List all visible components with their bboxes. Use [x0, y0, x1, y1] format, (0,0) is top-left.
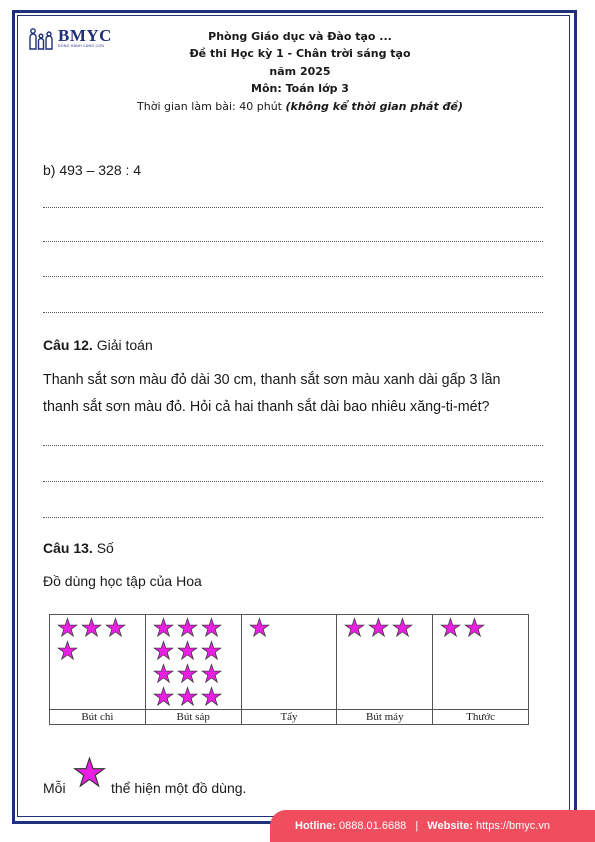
- header-year: năm 2025: [269, 64, 331, 78]
- footer-website-link[interactable]: https://bmyc.vn: [472, 820, 550, 832]
- header-time: [130, 98, 470, 115]
- star-group: [242, 615, 325, 640]
- star-icon: [153, 617, 174, 638]
- question-12-text-line2: thanh sắt sơn màu đỏ. Hỏi cả hai thanh sắt dài bao nhiêu xăng-ti-mét?: [43, 399, 490, 415]
- brand-name: BMYC: [58, 26, 112, 45]
- star-icon: [81, 617, 102, 638]
- header-subject: Môn: Toán lớp 3: [251, 82, 349, 96]
- family-icon: [28, 27, 56, 51]
- pictograph-item-label: Bút máy: [337, 710, 433, 725]
- star-icon: [57, 640, 78, 661]
- question-13-title: Câu 13. Số: [43, 540, 114, 556]
- footer-separator: |: [415, 820, 419, 832]
- star-icon: [73, 756, 106, 789]
- star-group: [146, 615, 229, 709]
- answer-line: [43, 240, 543, 242]
- star-group: [50, 615, 133, 663]
- star-icon: [249, 617, 270, 638]
- header-time-label: Thời gian làm bài: 40 phút: [137, 99, 286, 113]
- star-icon: [177, 617, 198, 638]
- question-13-label: Câu 13.: [43, 540, 93, 556]
- answer-line: [43, 206, 543, 208]
- star-icon: [177, 640, 198, 661]
- pictograph-item-label: Tẩy: [241, 710, 337, 725]
- star-icon: [177, 663, 198, 684]
- star-icon: [344, 617, 365, 638]
- answer-line: [43, 444, 543, 446]
- footer-contact-bar: [270, 810, 595, 842]
- star-icon: [440, 617, 461, 638]
- pictograph-star-cell: [433, 615, 529, 710]
- pictograph-star-cell: [50, 615, 146, 710]
- pictograph-item-label: Bút chì: [50, 710, 146, 725]
- legend-text-after: thể hiện một đồ dùng.: [111, 780, 247, 796]
- star-icon: [201, 640, 222, 661]
- exam-header: [130, 28, 470, 115]
- star-icon: [392, 617, 413, 638]
- star-icon: [153, 686, 174, 707]
- question-12-text-line1: Thanh sắt sơn màu đỏ dài 30 cm, thanh sắt sơn màu xanh dài gấp 3 lần: [43, 372, 501, 388]
- footer-hotline-label: Hotline:: [295, 820, 336, 832]
- question-12-title: Câu 12. Giải toán: [43, 337, 153, 353]
- footer-website-label: Website:: [427, 820, 473, 832]
- header-time-note: (không kể thời gian phát đề): [285, 99, 463, 113]
- star-icon: [368, 617, 389, 638]
- star-icon: [201, 686, 222, 707]
- star-group: [433, 615, 516, 640]
- header-exam-title: Đề thi Học kỳ 1 - Chân trời sáng tạo: [189, 47, 411, 61]
- star-icon: [464, 617, 485, 638]
- brand-tagline: ĐỒNG HÀNH CÙNG CON: [58, 44, 105, 48]
- star-icon: [153, 640, 174, 661]
- question-13-subtitle: Đồ dùng học tập của Hoa: [43, 573, 202, 589]
- pictograph-star-row: [50, 615, 529, 710]
- pictograph-star-cell: [241, 615, 337, 710]
- header-department: Phòng Giáo dục và Đào tạo ...: [208, 30, 392, 43]
- answer-line: [43, 311, 543, 313]
- answer-line: [43, 516, 543, 518]
- pictograph-table: [49, 614, 529, 725]
- star-group: [337, 615, 420, 640]
- star-icon: [177, 686, 198, 707]
- part-b-expression: b) 493 – 328 : 4: [43, 162, 142, 178]
- pictograph-star-cell: [145, 615, 241, 710]
- pictograph-label-row: [50, 710, 529, 725]
- star-icon: [201, 617, 222, 638]
- question-12-label: Câu 12.: [43, 337, 93, 353]
- answer-line: [43, 480, 543, 482]
- brand-logo: [28, 27, 112, 51]
- pictograph-star-cell: [337, 615, 433, 710]
- answer-line: [43, 275, 543, 277]
- star-icon: [57, 617, 78, 638]
- pictograph-item-label: Bút sáp: [145, 710, 241, 725]
- legend-text-before: Mỗi: [43, 780, 66, 796]
- footer-hotline[interactable]: 0888.01.6688: [335, 820, 407, 832]
- pictograph-item-label: Thước: [433, 710, 529, 725]
- star-icon: [153, 663, 174, 684]
- star-icon: [105, 617, 126, 638]
- star-icon: [201, 663, 222, 684]
